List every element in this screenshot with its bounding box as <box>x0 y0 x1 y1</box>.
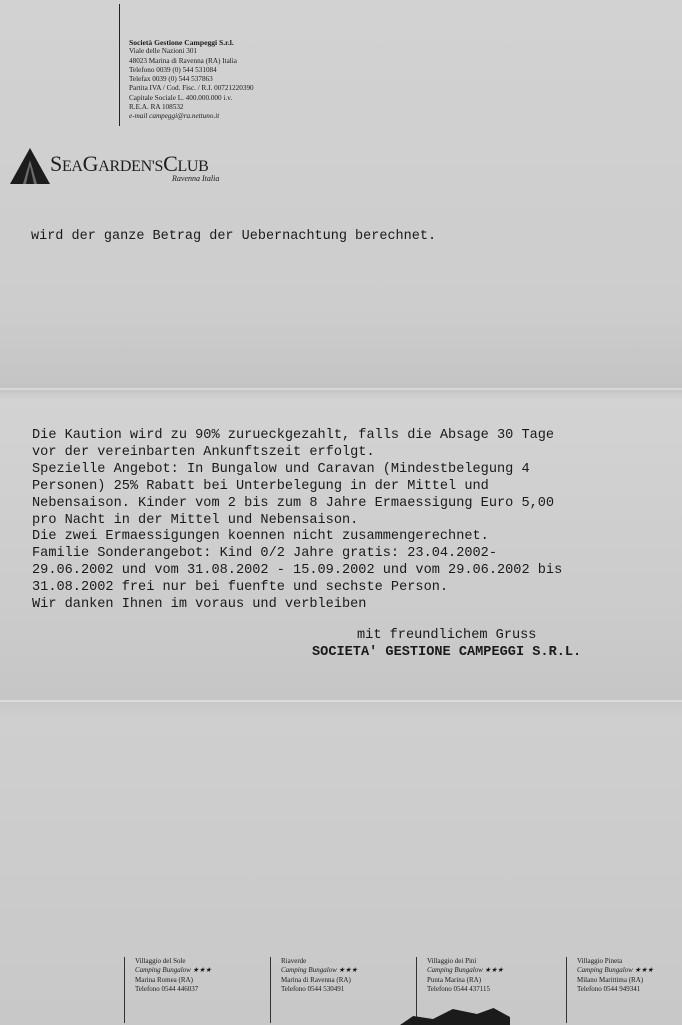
campsite-name: Riaverde <box>281 957 307 965</box>
campsite-name: Villaggio dei Pini <box>427 957 477 965</box>
letter-body-line: 31.08.2002 frei nur bei fuenfte und sechste Person. <box>32 580 449 596</box>
letter-body <box>32 428 562 614</box>
letter-body-line: pro Nacht in der Mittel und Nebensaison. <box>32 512 359 528</box>
company-name: Società Gestione Campeggi S.r.l. <box>129 38 234 47</box>
header-divider <box>119 4 120 126</box>
campsite-name: Villaggio Pineta <box>577 957 623 965</box>
campsite-phone: Telefono 0544 949341 <box>577 985 641 994</box>
letter-body-line: Die Kaution wird zu 90% zurueckgezahlt, falls die Absage 30 Tage <box>32 428 555 443</box>
footer-campsite <box>566 957 653 1023</box>
campsite-phone: Telefono 0544 437115 <box>427 985 491 994</box>
letter-closing: mit freundlichem Gruss <box>357 628 537 643</box>
letter-body-line: Spezielle Angebot: In Bungalow und Caravan (Mindestbelegung 4 <box>32 461 530 477</box>
campsite-category: Camping Bungalow ★★★ <box>281 966 358 975</box>
campsite-place: Marina Romea (RA) <box>135 975 193 984</box>
company-city: 48023 Marina di Ravenna (RA) Italia <box>129 56 237 65</box>
campsite-phone: Telefono 0544 530491 <box>281 985 345 994</box>
paper-fold-line <box>0 700 682 702</box>
paper-fold-line <box>0 388 682 390</box>
campsite-category: Camping Bungalow ★★★ <box>135 966 212 975</box>
company-fax: Telefax 0039 (0) 544 537863 <box>129 75 213 84</box>
footer-campsites <box>0 957 682 1023</box>
campsite-place: Milano Marittima (RA) <box>577 975 644 984</box>
letter-signature: SOCIETA' GESTIONE CAMPEGGI S.R.L. <box>312 645 582 660</box>
campsite-place: Marina di Ravenna (RA) <box>281 975 351 984</box>
campsite-category: Camping Bungalow ★★★ <box>427 966 504 975</box>
seagardens-club-logo <box>9 146 239 190</box>
letter-body-line: Familie Sonderangebot: Kind 0/2 Jahre gratis: 23.04.2002- <box>32 546 497 562</box>
company-email: e-mail campeggi@ra.nettuno.it <box>129 112 220 121</box>
company-street: Viale delle Nazioni 301 <box>129 47 198 56</box>
company-address-block <box>129 38 254 122</box>
company-capital: Capitale Sociale L. 400.000.000 i.v. <box>129 93 233 102</box>
tent-logo-icon <box>9 146 51 186</box>
letter-body-line: Nebensaison. Kinder vom 2 bis zum 8 Jahre Ermaessigung Euro 5,00 <box>32 495 555 511</box>
letter-body-line: Die zwei Ermaessigungen koennen nicht zusammengerechnet. <box>32 529 489 545</box>
logo-subtitle: Ravenna Italia <box>172 174 220 183</box>
campsite-name: Villaggio del Sole <box>135 957 186 965</box>
letter-body-line: vor der vereinbarten Ankunftszeit erfolgt. <box>32 444 375 460</box>
company-phone: Telefono 0039 (0) 544 531084 <box>129 65 217 74</box>
logo-wordmark: SEAGARDEN'SCLUB <box>50 151 209 176</box>
letter-body-line: Personen) 25% Rabatt bei Unterbelegung in der Mittel und <box>32 478 489 494</box>
company-vat: Partita IVA / Cod. Fisc. / R.I. 00721220390 <box>129 84 254 93</box>
footer-campsite <box>270 957 357 1023</box>
footer-campsite <box>124 957 211 1023</box>
campsite-category: Camping Bungalow ★★★ <box>577 966 654 975</box>
letter-body-line: Wir danken Ihnen im voraus und verbleiben <box>32 597 367 613</box>
campsite-place: Punta Marina (RA) <box>427 975 482 984</box>
campsite-phone: Telefono 0544 446037 <box>135 985 199 994</box>
letter-body-line: 29.06.2002 und vom 31.08.2002 - 15.09.2002 und vom 29.06.2002 bis <box>32 563 563 579</box>
company-rea: R.E.A. RA 108532 <box>129 103 184 112</box>
letter-top-line: wird der ganze Betrag der Uebernachtung berechnet. <box>31 229 437 244</box>
